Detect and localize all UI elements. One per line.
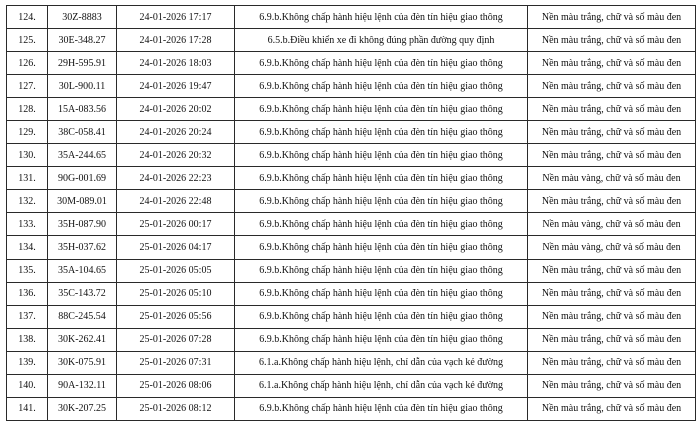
- violation-description-cell: 6.9.b.Không chấp hành hiệu lệnh của đèn tín hiệu giao thông: [235, 328, 528, 351]
- plate-color-cell: Nền màu trắng, chữ và số màu đen: [528, 397, 696, 420]
- violation-time-cell: 24-01-2026 20:32: [117, 144, 235, 167]
- violation-description-cell: 6.5.b.Điều khiển xe đi không đúng phần đường quy định: [235, 29, 528, 52]
- violation-description-cell: 6.9.b.Không chấp hành hiệu lệnh của đèn tín hiệu giao thông: [235, 213, 528, 236]
- violation-description-cell: 6.9.b.Không chấp hành hiệu lệnh của đèn tín hiệu giao thông: [235, 259, 528, 282]
- violation-description-cell: 6.9.b.Không chấp hành hiệu lệnh của đèn tín hiệu giao thông: [235, 305, 528, 328]
- table-row: [7, 190, 696, 213]
- table-row: [7, 259, 696, 282]
- license-plate-cell: 35H-037.62: [48, 236, 117, 259]
- row-number-cell: 128.: [7, 98, 48, 121]
- violation-description-cell: 6.1.a.Không chấp hành hiệu lệnh, chỉ dẫn của vạch kẻ đường: [235, 351, 528, 374]
- row-number-cell: 136.: [7, 282, 48, 305]
- violations-table: [6, 5, 696, 421]
- violation-time-cell: 25-01-2026 08:06: [117, 374, 235, 397]
- violation-time-cell: 24-01-2026 20:02: [117, 98, 235, 121]
- license-plate-cell: 88C-245.54: [48, 305, 117, 328]
- plate-color-cell: Nền màu trắng, chữ và số màu đen: [528, 351, 696, 374]
- plate-color-cell: Nền màu trắng, chữ và số màu đen: [528, 29, 696, 52]
- license-plate-cell: 29H-595.91: [48, 52, 117, 75]
- license-plate-cell: 35C-143.72: [48, 282, 117, 305]
- violation-time-cell: 24-01-2026 18:03: [117, 52, 235, 75]
- violation-time-cell: 25-01-2026 04:17: [117, 236, 235, 259]
- row-number-cell: 131.: [7, 167, 48, 190]
- row-number-cell: 127.: [7, 75, 48, 98]
- plate-color-cell: Nền màu trắng, chữ và số màu đen: [528, 305, 696, 328]
- table-row: [7, 213, 696, 236]
- row-number-cell: 140.: [7, 374, 48, 397]
- plate-color-cell: Nền màu trắng, chữ và số màu đen: [528, 121, 696, 144]
- violation-time-cell: 24-01-2026 22:23: [117, 167, 235, 190]
- license-plate-cell: 30Z-8883: [48, 6, 117, 29]
- row-number-cell: 132.: [7, 190, 48, 213]
- license-plate-cell: 30M-089.01: [48, 190, 117, 213]
- violation-time-cell: 24-01-2026 20:24: [117, 121, 235, 144]
- license-plate-cell: 30K-075.91: [48, 351, 117, 374]
- violation-time-cell: 24-01-2026 19:47: [117, 75, 235, 98]
- violation-description-cell: 6.9.b.Không chấp hành hiệu lệnh của đèn tín hiệu giao thông: [235, 190, 528, 213]
- license-plate-cell: 90G-001.69: [48, 167, 117, 190]
- table-row: [7, 167, 696, 190]
- table-row: [7, 121, 696, 144]
- license-plate-cell: 15A-083.56: [48, 98, 117, 121]
- plate-color-cell: Nền màu vàng, chữ và số màu đen: [528, 213, 696, 236]
- row-number-cell: 134.: [7, 236, 48, 259]
- plate-color-cell: Nền màu trắng, chữ và số màu đen: [528, 6, 696, 29]
- plate-color-cell: Nền màu trắng, chữ và số màu đen: [528, 52, 696, 75]
- plate-color-cell: Nền màu trắng, chữ và số màu đen: [528, 259, 696, 282]
- violation-time-cell: 25-01-2026 08:12: [117, 397, 235, 420]
- license-plate-cell: 35A-244.65: [48, 144, 117, 167]
- table-row: [7, 305, 696, 328]
- violation-time-cell: 25-01-2026 07:31: [117, 351, 235, 374]
- table-row: [7, 6, 696, 29]
- table-row: [7, 236, 696, 259]
- row-number-cell: 141.: [7, 397, 48, 420]
- row-number-cell: 129.: [7, 121, 48, 144]
- violation-description-cell: 6.9.b.Không chấp hành hiệu lệnh của đèn tín hiệu giao thông: [235, 282, 528, 305]
- license-plate-cell: 30K-207.25: [48, 397, 117, 420]
- table-row: [7, 52, 696, 75]
- row-number-cell: 135.: [7, 259, 48, 282]
- table-row: [7, 75, 696, 98]
- violation-description-cell: 6.9.b.Không chấp hành hiệu lệnh của đèn tín hiệu giao thông: [235, 121, 528, 144]
- license-plate-cell: 30L-900.11: [48, 75, 117, 98]
- violation-description-cell: 6.9.b.Không chấp hành hiệu lệnh của đèn tín hiệu giao thông: [235, 397, 528, 420]
- violation-time-cell: 25-01-2026 05:05: [117, 259, 235, 282]
- violation-time-cell: 24-01-2026 17:28: [117, 29, 235, 52]
- table-row: [7, 328, 696, 351]
- violations-table-body: [7, 6, 696, 421]
- plate-color-cell: Nền màu trắng, chữ và số màu đen: [528, 190, 696, 213]
- table-row: [7, 374, 696, 397]
- table-row: [7, 351, 696, 374]
- violation-description-cell: 6.9.b.Không chấp hành hiệu lệnh của đèn tín hiệu giao thông: [235, 52, 528, 75]
- table-row: [7, 98, 696, 121]
- row-number-cell: 126.: [7, 52, 48, 75]
- plate-color-cell: Nền màu trắng, chữ và số màu đen: [528, 374, 696, 397]
- table-row: [7, 29, 696, 52]
- violation-description-cell: 6.9.b.Không chấp hành hiệu lệnh của đèn tín hiệu giao thông: [235, 6, 528, 29]
- table-row: [7, 144, 696, 167]
- plate-color-cell: Nền màu vàng, chữ và số màu đen: [528, 236, 696, 259]
- violation-time-cell: 25-01-2026 05:10: [117, 282, 235, 305]
- license-plate-cell: 35H-087.90: [48, 213, 117, 236]
- row-number-cell: 133.: [7, 213, 48, 236]
- row-number-cell: 137.: [7, 305, 48, 328]
- violation-time-cell: 25-01-2026 00:17: [117, 213, 235, 236]
- license-plate-cell: 30K-262.41: [48, 328, 117, 351]
- violation-description-cell: 6.9.b.Không chấp hành hiệu lệnh của đèn tín hiệu giao thông: [235, 236, 528, 259]
- violation-time-cell: 25-01-2026 05:56: [117, 305, 235, 328]
- row-number-cell: 130.: [7, 144, 48, 167]
- table-row: [7, 282, 696, 305]
- violation-description-cell: 6.9.b.Không chấp hành hiệu lệnh của đèn tín hiệu giao thông: [235, 144, 528, 167]
- violation-description-cell: 6.9.b.Không chấp hành hiệu lệnh của đèn tín hiệu giao thông: [235, 167, 528, 190]
- violation-description-cell: 6.1.a.Không chấp hành hiệu lệnh, chỉ dẫn của vạch kẻ đường: [235, 374, 528, 397]
- violation-description-cell: 6.9.b.Không chấp hành hiệu lệnh của đèn tín hiệu giao thông: [235, 75, 528, 98]
- plate-color-cell: Nền màu trắng, chữ và số màu đen: [528, 75, 696, 98]
- violation-description-cell: 6.9.b.Không chấp hành hiệu lệnh của đèn tín hiệu giao thông: [235, 98, 528, 121]
- row-number-cell: 124.: [7, 6, 48, 29]
- violation-time-cell: 24-01-2026 22:48: [117, 190, 235, 213]
- plate-color-cell: Nền màu trắng, chữ và số màu đen: [528, 282, 696, 305]
- license-plate-cell: 30E-348.27: [48, 29, 117, 52]
- table-row: [7, 397, 696, 420]
- license-plate-cell: 38C-058.41: [48, 121, 117, 144]
- violation-time-cell: 24-01-2026 17:17: [117, 6, 235, 29]
- plate-color-cell: Nền màu vàng, chữ và số màu đen: [528, 167, 696, 190]
- row-number-cell: 138.: [7, 328, 48, 351]
- row-number-cell: 125.: [7, 29, 48, 52]
- license-plate-cell: 35A-104.65: [48, 259, 117, 282]
- license-plate-cell: 90A-132.11: [48, 374, 117, 397]
- plate-color-cell: Nền màu trắng, chữ và số màu đen: [528, 98, 696, 121]
- plate-color-cell: Nền màu trắng, chữ và số màu đen: [528, 328, 696, 351]
- row-number-cell: 139.: [7, 351, 48, 374]
- plate-color-cell: Nền màu trắng, chữ và số màu đen: [528, 144, 696, 167]
- violation-time-cell: 25-01-2026 07:28: [117, 328, 235, 351]
